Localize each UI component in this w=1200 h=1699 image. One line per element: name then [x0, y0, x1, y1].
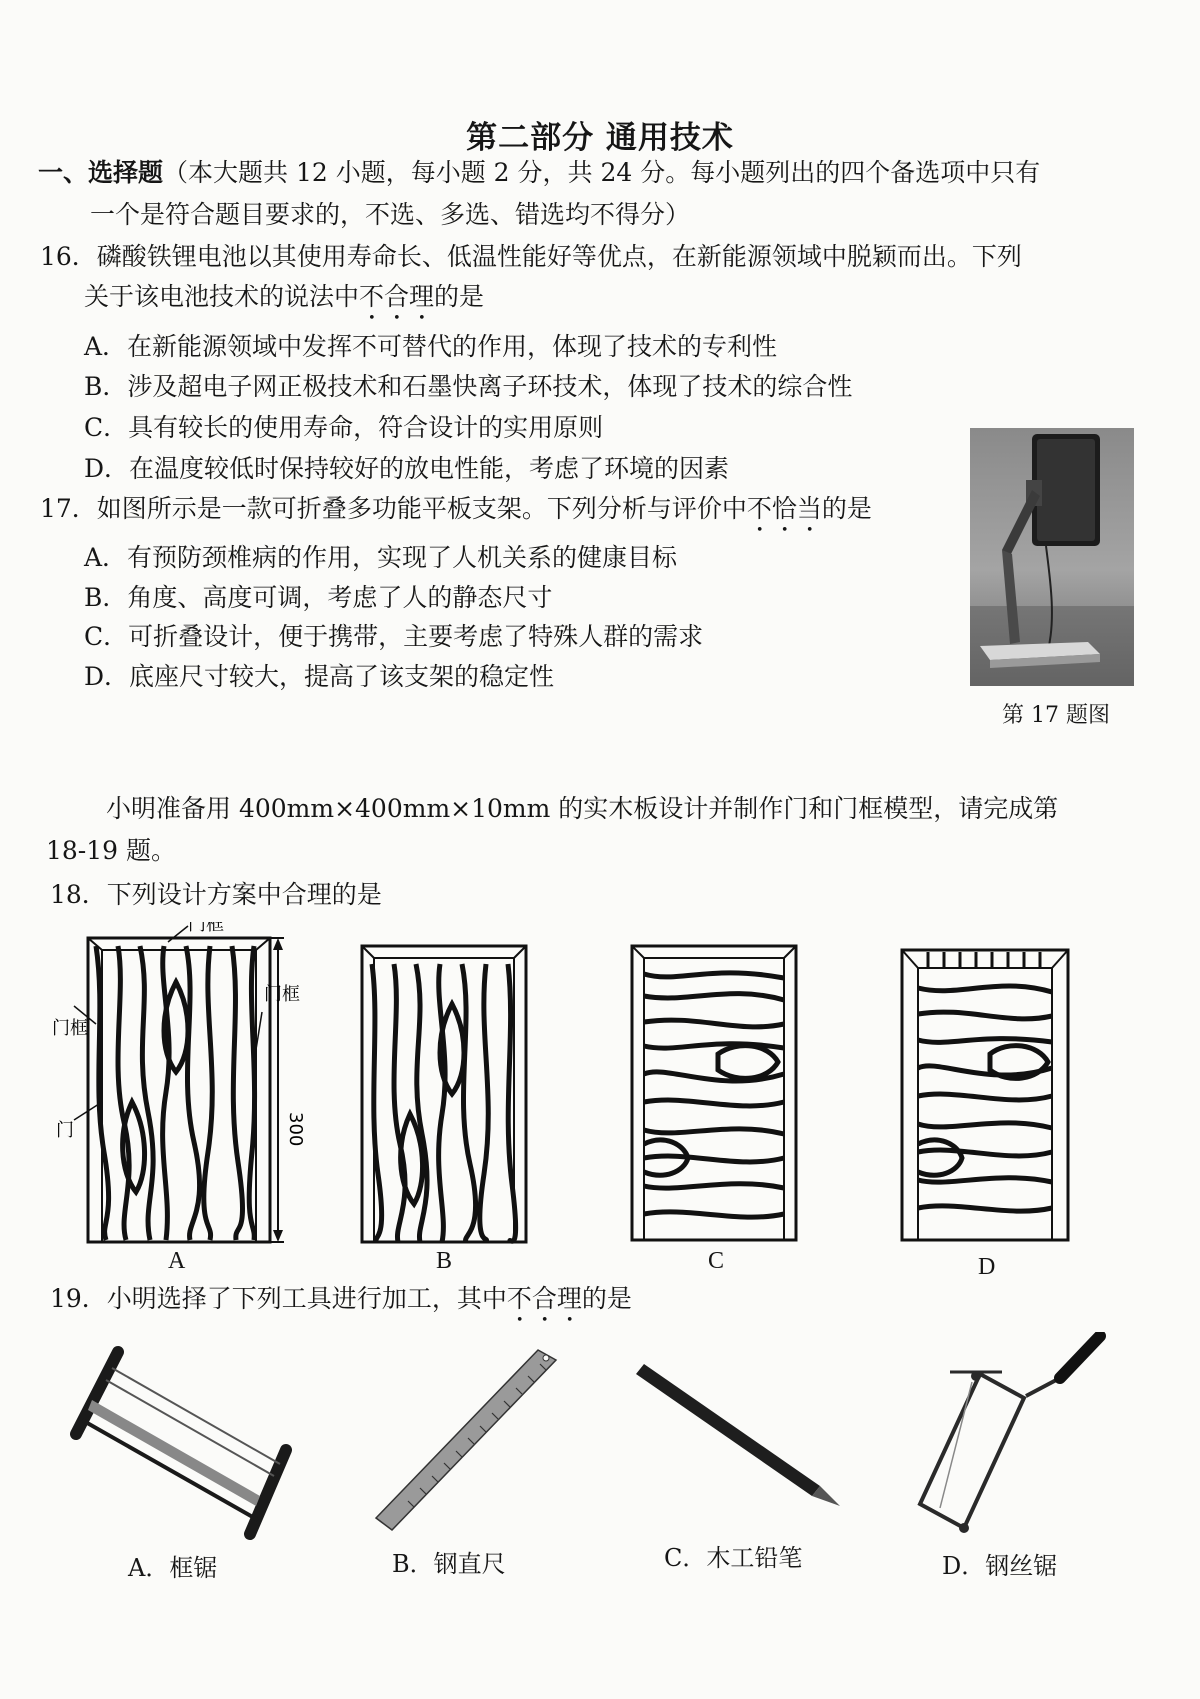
intro-line1: 小明准备用 400mm×400mm×10mm 的实木板设计并制作门和门框模型，请完成第	[106, 794, 1059, 823]
annotation-frame-left	[52, 1018, 88, 1039]
q19-stem-emph: 不合理	[506, 1284, 582, 1313]
q16-stem-after: 的是	[434, 282, 485, 311]
q17-option-a: A．有预防颈椎病的作用，实现了人机关系的健康目标	[84, 543, 678, 572]
q17-stem	[40, 492, 872, 538]
carpenter-pencil-image	[630, 1362, 850, 1512]
coping-saw-image	[910, 1332, 1110, 1542]
q16-option-c: C．具有较长的使用寿命，符合设计的实用原则	[84, 413, 604, 442]
tool-label-d: D．钢丝锯	[942, 1552, 1058, 1580]
section-heading: 一、选择题	[38, 158, 164, 187]
q18-label-c: C	[708, 1248, 725, 1274]
tool-label-b: B．钢直尺	[392, 1550, 506, 1578]
q18-figure-b	[358, 944, 530, 1244]
q18-figure-a	[48, 922, 308, 1247]
tool-label-c: C．木工铅笔	[664, 1544, 803, 1572]
q16-stem-emph: 不合理	[359, 282, 435, 311]
section-heading-line	[38, 156, 1040, 190]
q17-stem-emph: 不恰当	[746, 494, 822, 523]
tool-label-a: A．框锯	[128, 1554, 218, 1582]
q19-stem-after: 的是	[581, 1284, 632, 1313]
q18-figure-d	[898, 948, 1072, 1242]
q16-option-b: B．涉及超电子网正极技术和石墨快离子环技术，体现了技术的综合性	[84, 372, 853, 401]
frame-saw-image	[60, 1338, 300, 1548]
section-note-1: （本大题共 12 小题，每小题 2 分，共 24 分。每小题列出的四个备选项中只有	[163, 158, 1041, 187]
q19-stem-before: 19．小明选择了下列工具进行加工，其中	[50, 1284, 507, 1313]
q18-label-a: A	[168, 1248, 186, 1274]
q17-option-d: D．底座尺寸较大，提高了该支架的稳定性	[84, 662, 555, 691]
q18-label-b: B	[436, 1248, 453, 1274]
q17-figure-caption: 第 17 题图	[1002, 703, 1110, 728]
q19-stem	[50, 1282, 632, 1328]
q18-stem: 18．下列设计方案中合理的是	[50, 880, 382, 909]
q17-stem-before: 17．如图所示是一款可折叠多功能平板支架。下列分析与评价中	[40, 494, 747, 523]
section-note-2: 一个是符合题目要求的，不选、多选、错选均不得分）	[90, 200, 691, 229]
q16-stem-before: 关于该电池技术的说法中	[84, 282, 360, 311]
annotation-frame-left-text: 门框	[52, 1018, 88, 1039]
q16-option-d: D．在温度较低时保持较好的放电性能，考虑了环境的因素	[84, 454, 730, 483]
annotation-frame-top: 门框	[188, 922, 224, 935]
annotation-frame-right: 门框	[264, 984, 300, 1005]
q16-stem-line2	[84, 280, 484, 326]
steel-ruler-image	[370, 1346, 570, 1536]
tablet-stand-photo	[970, 428, 1134, 686]
q18-figure-c	[628, 944, 800, 1242]
intro-line2: 18-19 题。	[46, 836, 177, 865]
q17-option-c: C．可折叠设计，便于携带，主要考虑了特殊人群的需求	[84, 622, 704, 651]
q18-label-d: D	[978, 1254, 996, 1280]
annotation-dimension: 300	[285, 1112, 306, 1147]
q17-stem-after: 的是	[821, 494, 872, 523]
annotation-door: 门	[56, 1120, 74, 1141]
q16-stem-line1: 16．磷酸铁锂电池以其使用寿命长、低温性能好等优点，在新能源领域中脱颖而出。下列	[40, 242, 1022, 271]
part-title: 第二部分 通用技术	[466, 120, 734, 156]
q16-option-a: A．在新能源领域中发挥不可替代的作用，体现了技术的专利性	[84, 332, 778, 361]
q17-option-b: B．角度、高度可调，考虑了人的静态尺寸	[84, 583, 553, 612]
